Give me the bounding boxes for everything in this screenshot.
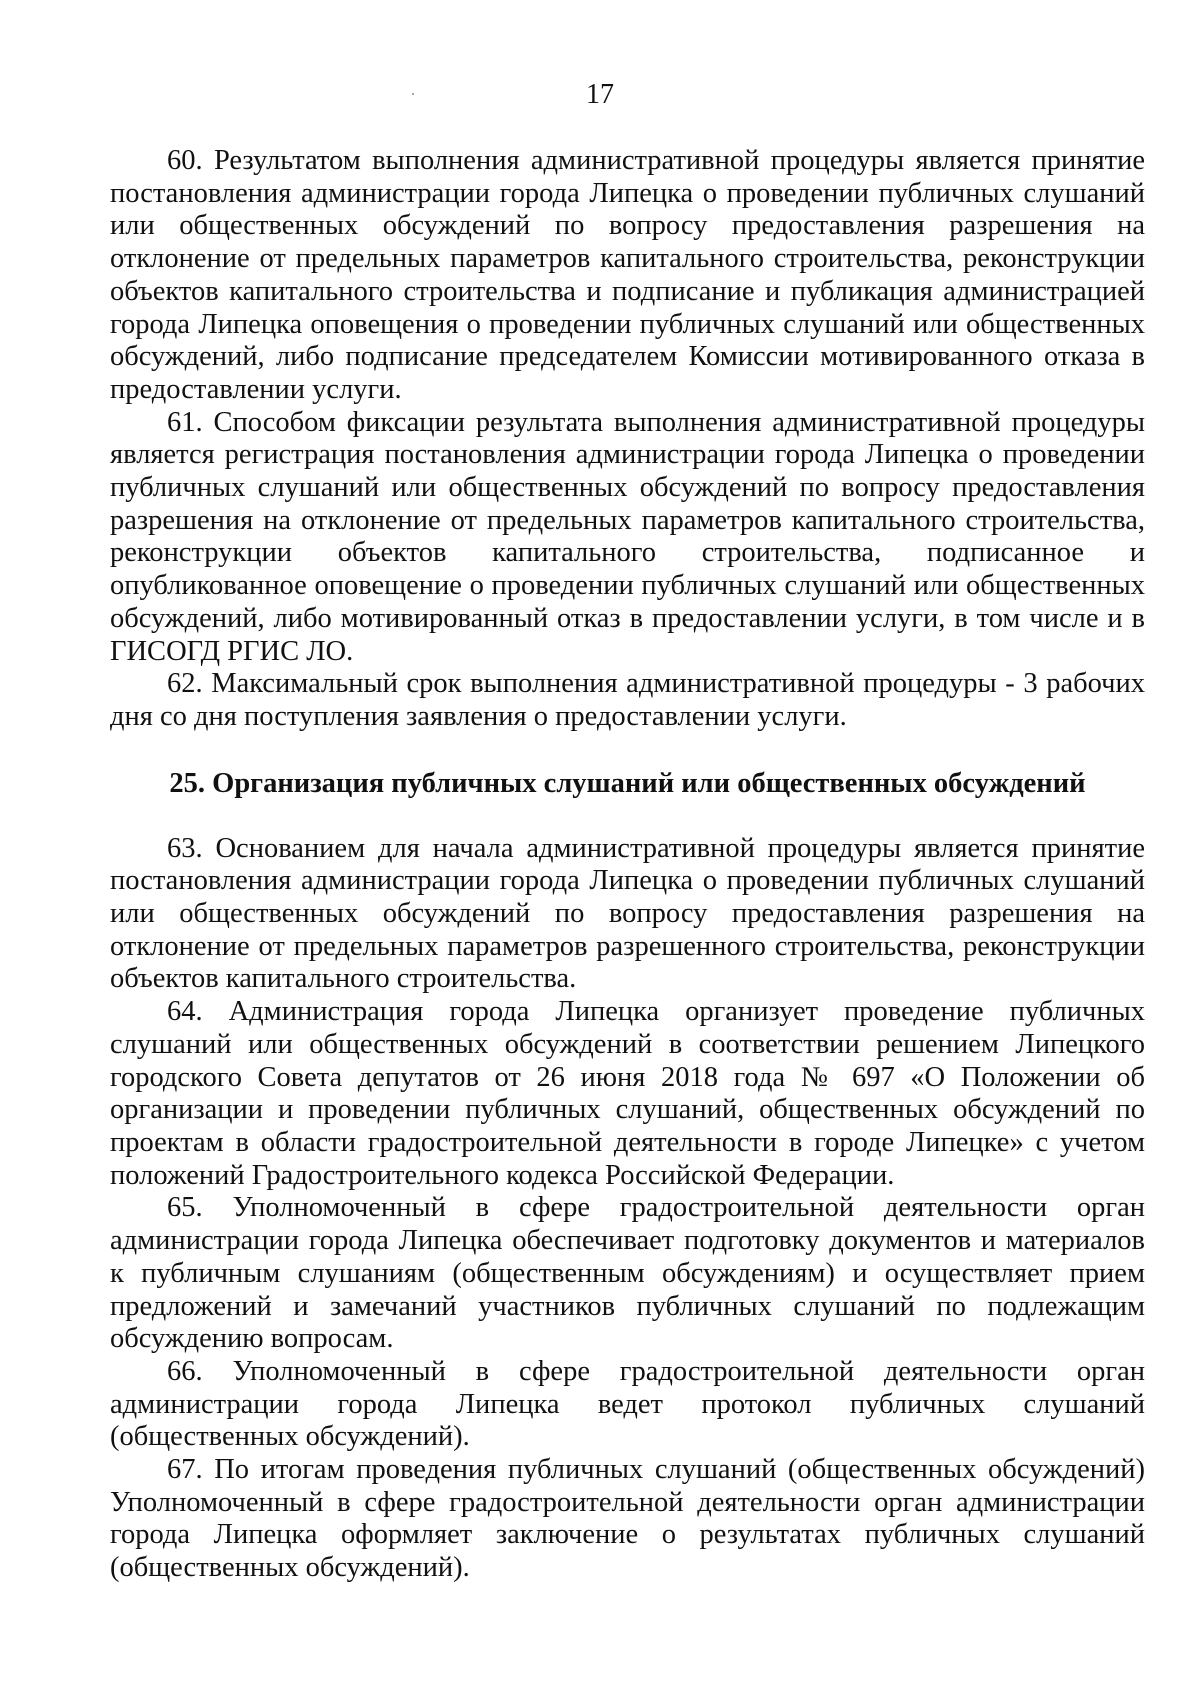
page-number: 17	[586, 79, 614, 110]
paragraph-66: 66. Уполномоченный в сфере градостроительной деятельности орган администрации города Липецка ведет протокол публичных слушаний (общественных обсуждений).	[110, 1355, 1145, 1453]
paragraph-60: 60. Результатом выполнения административной процедуры является принятие постановления администрации города Липецка о проведении публичных слушаний или общественных обсуждений по вопросу предоставления разрешения на отклонение от предельных параметров капитального строительства, реконструкции объектов капитального строительства и подписание и публикация администрацией города Липецка оповещения о проведении публичных слушаний или общественных обсуждений, либо подписание председателем Комиссии мотивированного отказа в предоставлении услуги.	[110, 145, 1145, 405]
paragraph-61: 61. Способом фиксации результата выполнения административной процедуры является регистрация постановления администрации города Липецка о проведении публичных слушаний или общественных обсуждений по вопросу предоставления разрешения на отклонение от предельных параметров капитального строительства, реконструкции объектов капитального строительства, подписанное и опубликованное оповещение о проведении публичных слушаний или общественных обсуждений, либо мотивированный отказ в предоставлении услуги, в том числе и в ГИСОГД РГИС ЛО.	[110, 406, 1145, 667]
paragraph-62: 62. Максимальный срок выполнения административной процедуры - 3 рабочих дня со дня поступления заявления о предоставлении услуги.	[110, 668, 1145, 732]
paragraph-64: 64. Администрация города Липецка организует проведение публичных слушаний или общественных обсуждений в соответствии решением Липецкого городского Совета депутатов от 26 июня 2018 года № 697 «О Положении об организации и проведении публичных слушаний, общественных обсуждений по проектам в области градостроительной деятельности в городе Липецке» с учетом положений Градостроительного кодекса Российской Федерации.	[110, 996, 1145, 1191]
paragraph-67: 67. По итогам проведения публичных слушаний (общественных обсуждений) Уполномоченный в сфере градостроительной деятельности орган администрации города Липецка оформляет заключение о результатах публичных слушаний (общественных обсуждений).	[110, 1454, 1145, 1584]
paragraph-63: 63. Основанием для начала административной процедуры является принятие постановления администрации города Липецка о проведении публичных слушаний или общественных обсуждений по вопросу предоставления разрешения на отклонение от предельных параметров разрешенного строительства, реконструкции объектов капитального строительства.	[110, 832, 1145, 995]
paragraph-65: 65. Уполномоченный в сфере градостроительной деятельности орган администрации города Липецка обеспечивает подготовку документов и материалов к публичным слушаниям (общественным обсуждениям) и осуществляет прием предложений и замечаний участников публичных слушаний по подлежащим обсуждению вопросам.	[110, 1192, 1145, 1355]
section-heading: 25. Организация публичных слушаний или общественных обсуждений	[169, 767, 1086, 799]
document-body	[110, 145, 1145, 1585]
